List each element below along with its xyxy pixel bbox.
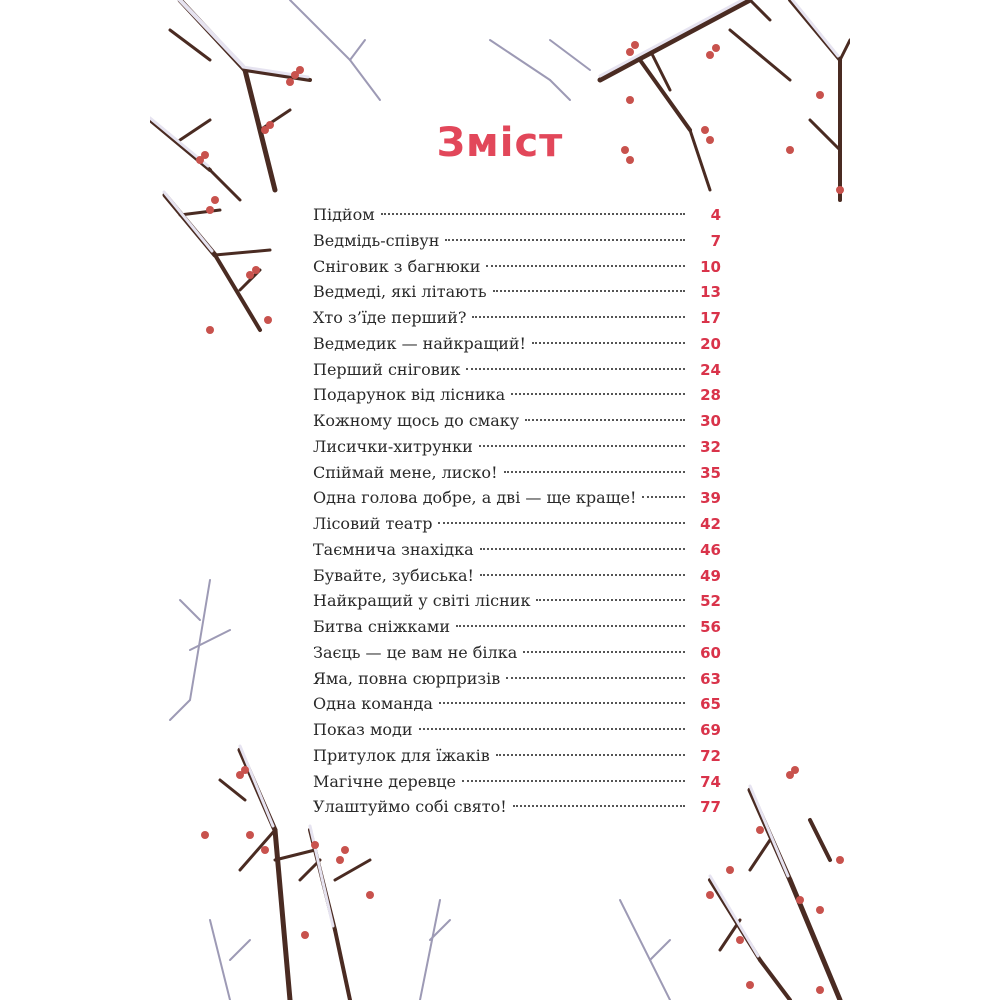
dot-leader (486, 265, 685, 267)
toc-entry (313, 743, 721, 769)
branch (600, 0, 750, 80)
toc-entry (313, 202, 721, 228)
red-berry (261, 846, 269, 854)
toc-entry (313, 305, 721, 331)
red-berry (252, 266, 260, 274)
snow-on-branch (164, 192, 212, 251)
branch (240, 830, 275, 870)
bare-twig (550, 40, 590, 70)
branch (840, 40, 850, 60)
dot-leader (456, 625, 685, 627)
branch (720, 920, 740, 950)
branch (170, 30, 210, 60)
bare-twig (290, 0, 350, 60)
red-berry (756, 826, 764, 834)
toc-entry (313, 460, 721, 486)
toc-entry-page-number: 7 (710, 231, 721, 250)
toc-entry-title: Притулок для їжаків (313, 745, 490, 765)
toc-entry-title: Заєць — це вам не білка (313, 642, 518, 662)
toc-entry-page-number: 4 (710, 206, 721, 224)
red-berry (626, 96, 634, 104)
branch (650, 50, 670, 90)
red-berry (746, 981, 754, 989)
branch (220, 780, 245, 800)
bare-twig (190, 580, 210, 700)
branch (810, 820, 830, 860)
dot-leader (462, 780, 685, 782)
dot-leader (493, 290, 685, 292)
red-berry (286, 78, 294, 86)
toc-entry-page-number: 32 (700, 437, 721, 456)
toc-entry-title: Перший сніговик (313, 359, 461, 379)
toc-entry (313, 537, 721, 563)
toc-entry (313, 640, 721, 666)
dot-leader (532, 342, 685, 344)
toc-entry (313, 511, 721, 537)
branch (760, 960, 790, 1000)
toc-entry-page-number: 30 (700, 412, 721, 430)
toc-entry-title: Подарунок від лісника (313, 385, 506, 405)
toc-entry (313, 228, 721, 254)
toc-entry (313, 434, 721, 460)
toc-entry-title: Ведмедик — найкращий! (313, 333, 526, 353)
dot-leader (523, 651, 685, 653)
toc-entry (313, 717, 721, 743)
red-berry (206, 326, 214, 334)
red-berry (736, 936, 744, 944)
dot-leader (438, 522, 685, 524)
dot-leader (419, 728, 685, 730)
toc-entry-page-number: 28 (700, 386, 721, 405)
toc-entry (313, 254, 721, 280)
toc-entry-page-number: 69 (700, 721, 721, 739)
toc-entry-page-number: 46 (700, 540, 721, 559)
page-title: Зміст (436, 120, 564, 166)
toc-entry-title: Ведмеді, які літають (313, 282, 487, 302)
bare-twig (550, 80, 570, 100)
toc-entry (313, 794, 721, 820)
red-berry (366, 891, 374, 899)
snow-on-branch (240, 746, 273, 826)
toc-entry-page-number: 10 (700, 257, 721, 276)
toc-entry-page-number: 24 (700, 360, 721, 379)
toc-entry-page-number: 13 (700, 283, 721, 302)
dot-leader (525, 419, 685, 421)
red-berry (706, 51, 714, 59)
dot-leader (642, 496, 685, 498)
toc-entry-page-number: 74 (700, 772, 721, 791)
toc-entry-page-number: 56 (700, 618, 721, 636)
bare-twig (350, 60, 380, 100)
toc-entry-page-number: 72 (700, 746, 721, 765)
snow-on-branch (710, 876, 758, 956)
toc-entry-title: Найкращий у світі лісник (313, 591, 531, 611)
toc-entry-page-number: 49 (700, 566, 721, 585)
toc-entry-title: Підйом (313, 205, 375, 224)
toc-entry-page-number: 63 (700, 669, 721, 688)
toc-entry-page-number: 17 (700, 309, 721, 327)
toc-entry (313, 331, 721, 357)
toc-entry (313, 666, 721, 692)
dot-leader (506, 677, 685, 679)
red-berry (201, 831, 209, 839)
bare-twig (180, 600, 200, 620)
bare-twig (210, 920, 230, 1000)
red-berry (626, 48, 634, 56)
toc-entry (313, 279, 721, 305)
bare-twig (170, 700, 190, 720)
toc-entry-title: Показ моди (313, 720, 413, 739)
toc-entry-title: Яма, повна сюрпризів (313, 668, 501, 688)
branch (750, 0, 770, 20)
bare-twig (420, 900, 440, 1000)
dot-leader (381, 213, 685, 215)
toc-entry-page-number: 65 (700, 695, 721, 714)
branch (275, 850, 315, 860)
toc-entry-title: Магічне деревце (313, 771, 457, 791)
toc-entry-title: Таємнича знахідка (313, 539, 474, 559)
red-berry (241, 766, 249, 774)
red-berry (211, 196, 219, 204)
branch (210, 170, 240, 200)
toc-entry-title: Сніговик з багнюки (313, 256, 481, 276)
toc-entry-title: Лісовий театр (313, 514, 433, 533)
red-berry (816, 91, 824, 99)
bare-twig (650, 940, 670, 960)
toc-entry-page-number: 42 (700, 515, 721, 533)
toc-entry-title: Одна команда (313, 694, 433, 714)
red-berry (712, 44, 720, 52)
red-berry (836, 186, 844, 194)
toc-entry (313, 382, 721, 408)
toc-entry-title: Одна голова добре, а дві — ще краще! (313, 488, 637, 508)
red-berry (336, 856, 344, 864)
dot-leader (504, 471, 686, 473)
red-berry (341, 846, 349, 854)
dot-leader (466, 368, 685, 370)
red-berry (311, 841, 319, 849)
snow-on-branch (310, 826, 333, 926)
toc-entry-title: Спіймай мене, лиско! (313, 462, 498, 482)
bare-twig (620, 900, 670, 1000)
dot-leader (511, 393, 685, 395)
toc-entry (313, 485, 721, 511)
toc-entry (313, 614, 721, 640)
branch (335, 930, 350, 1000)
red-berry (246, 831, 254, 839)
red-berry (791, 766, 799, 774)
branch (750, 840, 770, 870)
toc-entry (313, 769, 721, 795)
red-berry (816, 906, 824, 914)
toc-entry-title: Ведмідь-співун (313, 230, 440, 250)
bare-twig (350, 40, 365, 60)
toc-entry-page-number: 60 (700, 643, 721, 662)
red-berry (836, 856, 844, 864)
red-berry (301, 931, 309, 939)
branch (180, 210, 220, 215)
red-berry (816, 986, 824, 994)
toc-entry-title: Хто з’їде перший? (313, 308, 467, 327)
toc-entry (313, 357, 721, 383)
toc-entry (313, 691, 721, 717)
dot-leader (445, 239, 685, 241)
toc-entry (313, 563, 721, 589)
toc-entry-title: Кожному щось до смаку (313, 411, 520, 430)
toc-entry-page-number: 39 (700, 489, 721, 508)
dot-leader (480, 548, 685, 550)
red-berry (706, 891, 714, 899)
dot-leader (496, 754, 685, 756)
toc-entry-title: Лисички-хитрунки (313, 436, 473, 456)
branch (215, 250, 270, 255)
toc-entry-page-number: 52 (700, 592, 721, 611)
book-page (150, 0, 850, 1000)
toc-entry-page-number: 35 (700, 463, 721, 482)
bare-twig (190, 630, 230, 650)
snow-on-branch (178, 0, 243, 66)
red-berry (796, 896, 804, 904)
toc-entry-title: Битва сніжками (313, 617, 451, 636)
toc-entry (313, 588, 721, 614)
toc-entry-title: Бувайте, зубиська! (313, 565, 474, 585)
toc-entry-title: Улаштуймо собі свято! (313, 797, 507, 817)
red-berry (631, 41, 639, 49)
toc-entry-page-number: 77 (700, 798, 721, 817)
dot-leader (439, 702, 685, 704)
dot-leader (480, 574, 685, 576)
table-of-contents (313, 202, 721, 820)
red-berry (264, 316, 272, 324)
red-berry (726, 866, 734, 874)
dot-leader (479, 445, 685, 447)
dot-leader (536, 599, 685, 601)
toc-entry (313, 408, 721, 434)
red-berry (296, 66, 304, 74)
dot-leader (513, 805, 685, 807)
toc-entry-page-number: 20 (700, 334, 721, 353)
bare-twig (230, 940, 250, 960)
red-berry (206, 206, 214, 214)
branch (215, 255, 260, 330)
branch (730, 30, 790, 80)
dot-leader (472, 316, 685, 318)
bare-twig (490, 40, 550, 80)
